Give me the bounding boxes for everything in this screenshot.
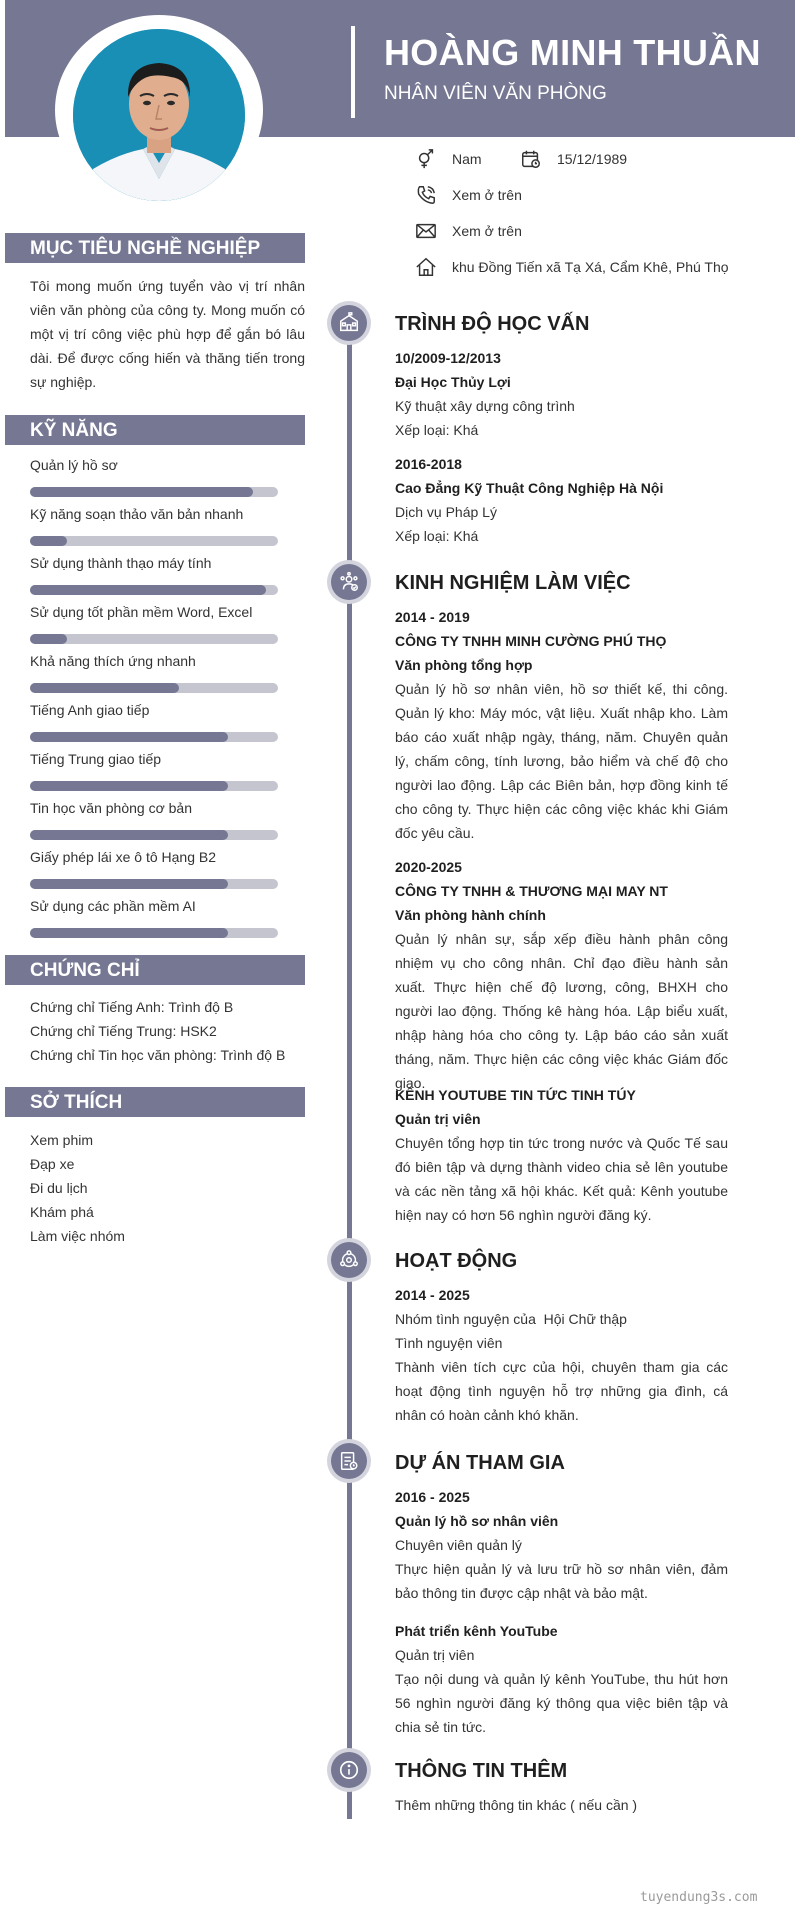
address-value: khu Đồng Tiến xã Tạ Xá, Cẩm Khê, Phú Thọ	[452, 259, 729, 275]
skill-label: Quản lý hồ sơ	[30, 457, 118, 473]
education-item	[395, 452, 728, 548]
skill-bar-track	[30, 879, 278, 889]
hobbies-section-header	[5, 1087, 305, 1117]
calendar-icon	[520, 148, 542, 170]
skill-label: Tiếng Trung giao tiếp	[30, 751, 162, 767]
skill-bar-fill	[30, 781, 228, 791]
watermark: tuyendung3s.com	[640, 1890, 758, 1905]
timeline-line	[347, 322, 352, 1819]
experience-company: CÔNG TY TNHH & THƯƠNG MẠI MAY NT	[395, 883, 668, 899]
email-value: Xem ở trên	[452, 223, 522, 239]
experience-period: 2020-2025	[395, 859, 462, 875]
gender-icon	[415, 148, 437, 170]
education-period: 10/2009-12/2013	[395, 350, 501, 366]
skill-item	[30, 506, 278, 546]
contact-address	[415, 254, 729, 280]
school-icon	[331, 305, 367, 341]
skill-label: Kỹ năng soạn thảo văn bản nhanh	[30, 506, 244, 522]
experience-position: Văn phòng tổng hợp	[395, 657, 533, 673]
skills-title: KỸ NĂNG	[30, 420, 118, 441]
objective-text: Tôi mong muốn ứng tuyển vào vị trí nhân viên văn phòng của công ty. Mong muốn có một vị trí công việc phù hợp để gắn bó lâu dài. Để được cống hiến và thăng tiến trong sự nghiệp.	[30, 278, 305, 390]
certificates-list	[30, 995, 285, 1067]
skill-label: Sử dụng thành thạo máy tính	[30, 555, 212, 571]
header-divider	[351, 26, 355, 118]
skill-item	[30, 653, 278, 693]
skill-bar-track	[30, 781, 278, 791]
project-role: Chuyên viên quản lý	[395, 1537, 522, 1553]
skill-bar-track	[30, 683, 278, 693]
experience-item	[395, 605, 728, 845]
skill-bar-fill	[30, 732, 228, 742]
experience-position: Quản trị viên	[395, 1111, 481, 1127]
hobbies-title: SỞ THÍCH	[30, 1092, 123, 1113]
home-icon	[415, 256, 437, 278]
skill-bar-fill	[30, 879, 228, 889]
skill-label: Sử dụng tốt phần mềm Word, Excel	[30, 604, 253, 620]
activity-role: Tình nguyện viên	[395, 1335, 503, 1351]
certificate-item: Chứng chỉ Tin học văn phòng: Trình độ B	[30, 1047, 286, 1063]
projects-title: DỰ ÁN THAM GIA	[395, 1452, 565, 1474]
project-description: Thực hiện quản lý và lưu trữ hồ sơ nhân viên, đảm bảo thông tin được cập nhật và bảo mật.	[395, 1561, 728, 1601]
activity-description: Thành viên tích cực của hội, chuyên tham gia các hoạt động tình nguyện hỗ trợ những gia đình, cá nhân có hoàn cảnh khó khăn.	[395, 1359, 728, 1423]
gender-value: Nam	[452, 151, 482, 167]
skill-item	[30, 751, 278, 791]
skills-section-header	[5, 415, 305, 445]
skill-bar-fill	[30, 585, 266, 595]
skill-label: Tin học văn phòng cơ bản	[30, 800, 192, 816]
skill-item	[30, 800, 278, 840]
experience-company: CÔNG TY TNHH MINH CƯỜNG PHÚ THỌ	[395, 633, 667, 649]
project-role: Quản trị viên	[395, 1647, 475, 1663]
education-major: Dịch vụ Pháp Lý	[395, 504, 497, 520]
hobby-item: Đạp xe	[30, 1156, 75, 1172]
skill-item	[30, 555, 278, 595]
certificates-title: CHỨNG CHỈ	[30, 960, 140, 981]
birthday-value: 15/12/1989	[557, 151, 628, 167]
project-name: Quản lý hồ sơ nhân viên	[395, 1513, 559, 1529]
activity-period: 2014 - 2025	[395, 1287, 470, 1303]
skill-bar-track	[30, 732, 278, 742]
activities-title: HOẠT ĐỘNG	[395, 1250, 518, 1272]
experience-description: Quản lý hồ sơ nhân viên, hồ sơ thiết kế, thi công. Quản lý kho: Máy móc, vật liệu. Xuất nhập kho. Làm báo cáo xuất nhập ngày, tháng, năm. Chuyên quản lý, chấm công, tính lương, bảo hiểm và chế độ cho người lao động. Lập các Biên bản, hợp đồng kinh tế cho công ty. Thực hiện các công việc khác khi Giám đốc yêu cầu.	[395, 681, 728, 841]
education-grade: Xếp loại: Khá	[395, 422, 479, 438]
experience-description: Chuyên tổng hợp tin tức trong nước và Quốc Tế sau đó biên tập và dựng thành video chia sẻ lên youtube và các nền tảng xã hội khác. Kết quả: Kênh youtube hiện nay có hơn 56 nghìn người đăng ký.	[395, 1135, 728, 1223]
skill-item	[30, 457, 278, 497]
skill-item	[30, 898, 278, 938]
contact-gender	[415, 146, 482, 172]
experience-title: KINH NGHIỆM LÀM VIỆC	[395, 572, 631, 594]
candidate-job-title: NHÂN VIÊN VĂN PHÒNG	[384, 83, 607, 104]
education-major: Kỹ thuật xây dựng công trình	[395, 398, 575, 414]
certificate-item: Chứng chỉ Tiếng Trung: HSK2	[30, 1023, 217, 1039]
skill-label: Tiếng Anh giao tiếp	[30, 702, 150, 718]
candidate-name: HOÀNG MINH THUẦN	[384, 32, 761, 73]
info-icon	[331, 1752, 367, 1788]
hobby-item: Khám phá	[30, 1204, 94, 1220]
project-name: Phát triển kênh YouTube	[395, 1623, 558, 1639]
project-description: Tạo nội dung và quản lý kênh YouTube, thu hút hơn 56 nghìn người đăng ký thông qua việc biên tập và chia sẻ tin tức.	[395, 1671, 728, 1735]
avatar	[73, 29, 245, 201]
skill-bar-track	[30, 634, 278, 644]
project-item	[395, 1485, 728, 1605]
activity-organization: Nhóm tình nguyện của Hội Chữ thập	[395, 1311, 627, 1327]
experience-description: Quản lý nhân sự, sắp xếp điều hành phân công nhiệm vụ cho công nhân. Chỉ đạo điều hành sản xuất. Thực hiện chế độ lương, công, BHXH cho người lao động. Thống kê hàng hóa. Lập biểu xuất, nhập hàng hóa cho công ty. Lập báo cáo sản xuất tháng, năm. Thực hiện các công việc khác Giám đốc giao.	[395, 931, 728, 1091]
skill-bar-track	[30, 487, 278, 497]
skill-label: Khả năng thích ứng nhanh	[30, 653, 196, 669]
hobby-item: Đi du lịch	[30, 1180, 88, 1196]
experience-company: KÊNH YOUTUBE TIN TỨC TINH TÚY	[395, 1087, 636, 1103]
team-icon	[331, 564, 367, 600]
phone-value: Xem ở trên	[452, 187, 522, 203]
education-grade: Xếp loại: Khá	[395, 528, 479, 544]
certificates-section-header	[5, 955, 305, 985]
phone-icon	[415, 184, 437, 206]
education-period: 2016-2018	[395, 456, 462, 472]
contact-birthday	[520, 146, 627, 172]
skill-label: Giấy phép lái xe ô tô Hạng B2	[30, 849, 217, 865]
experience-item	[395, 855, 728, 1095]
hobby-item: Xem phim	[30, 1132, 94, 1148]
skill-bar-track	[30, 928, 278, 938]
document-icon	[331, 1443, 367, 1479]
experience-period: 2014 - 2019	[395, 609, 470, 625]
education-item	[395, 346, 728, 442]
objective-section-header	[5, 233, 305, 263]
additional-title: THÔNG TIN THÊM	[395, 1760, 568, 1782]
skill-bar-fill	[30, 928, 228, 938]
additional-text: Thêm những thông tin khác ( nếu cần )	[395, 1797, 638, 1813]
skill-bar-fill	[30, 487, 253, 497]
skill-item	[30, 702, 278, 742]
mail-icon	[415, 220, 437, 242]
project-period: 2016 - 2025	[395, 1489, 470, 1505]
activity-item	[395, 1283, 728, 1427]
skill-bar-fill	[30, 536, 67, 546]
experience-item	[395, 1083, 728, 1227]
skill-label: Sử dụng các phần mềm AI	[30, 898, 196, 914]
certificate-item: Chứng chỉ Tiếng Anh: Trình độ B	[30, 999, 234, 1015]
education-school: Đại Học Thủy Lợi	[395, 374, 511, 390]
network-icon	[331, 1242, 367, 1278]
skill-bar-fill	[30, 634, 67, 644]
project-item	[395, 1619, 728, 1739]
hobby-item: Làm việc nhóm	[30, 1228, 125, 1244]
hobbies-list	[30, 1128, 125, 1248]
contact-email	[415, 218, 522, 244]
skill-bar-track	[30, 536, 278, 546]
contact-phone	[415, 182, 522, 208]
skill-bar-track	[30, 585, 278, 595]
education-title: TRÌNH ĐỘ HỌC VẤN	[395, 313, 590, 335]
objective-title: MỤC TIÊU NGHỀ NGHIỆP	[30, 238, 261, 259]
skill-bar-fill	[30, 830, 228, 840]
skill-bar-track	[30, 830, 278, 840]
skill-item	[30, 849, 278, 889]
skill-bar-fill	[30, 683, 179, 693]
education-school: Cao Đẳng Kỹ Thuật Công Nghiệp Hà Nội	[395, 480, 664, 496]
skill-item	[30, 604, 278, 644]
experience-position: Văn phòng hành chính	[395, 907, 546, 923]
